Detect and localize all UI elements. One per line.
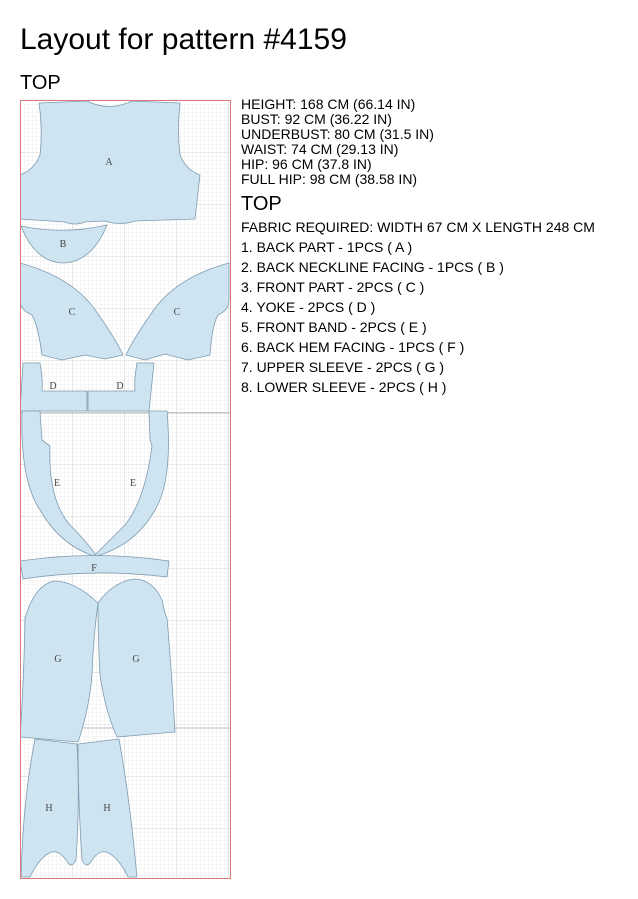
list-item: 2. BACK NECKLINE FACING - 1PCS ( B ) — [241, 259, 504, 275]
piece-label-c-right: C — [173, 307, 181, 318]
page-title: Layout for pattern #4159 — [20, 23, 347, 56]
list-item: 6. BACK HEM FACING - 1PCS ( F ) — [241, 339, 465, 355]
details-heading: TOP — [241, 193, 282, 215]
piece-label-d-right: D — [116, 381, 124, 392]
fabric-required: FABRIC REQUIRED: WIDTH 67 CM X LENGTH 248 CM — [241, 219, 595, 235]
parts-list — [241, 237, 636, 397]
measurement-waist: WAIST: 74 CM (29.13 IN) — [241, 141, 399, 157]
section-label: TOP — [20, 72, 61, 94]
measurement-bust: BUST: 92 CM (36.22 IN) — [241, 111, 392, 127]
measurement-height: HEIGHT: 168 CM (66.14 IN) — [241, 96, 416, 112]
piece-label-f: F — [91, 563, 97, 574]
list-item: 7. UPPER SLEEVE - 2PCS ( G ) — [241, 359, 445, 375]
measurement-full-hip: FULL HIP: 98 CM (38.58 IN) — [241, 171, 418, 187]
piece-label-e-left: E — [53, 478, 61, 489]
piece-label-g-left: G — [54, 654, 62, 665]
piece-label-a: A — [105, 157, 113, 168]
piece-label-h-right: H — [103, 803, 111, 814]
measurement-hip: HIP: 96 CM (37.8 IN) — [241, 156, 372, 172]
list-item: 1. BACK PART - 1PCS ( A ) — [241, 239, 413, 255]
pattern-details — [241, 97, 636, 397]
measurements-list — [241, 97, 636, 187]
measurement-underbust: UNDERBUST: 80 CM (31.5 IN) — [241, 126, 434, 142]
piece-label-c-left: C — [68, 307, 76, 318]
list-item: 4. YOKE - 2PCS ( D ) — [241, 299, 376, 315]
piece-label-h-left: H — [45, 803, 53, 814]
piece-label-b: B — [59, 239, 67, 250]
piece-label-g-right: G — [132, 654, 140, 665]
list-item: 8. LOWER SLEEVE - 2PCS ( H ) — [241, 379, 447, 395]
cutting-layout — [20, 100, 231, 879]
piece-label-d-left: D — [49, 381, 57, 392]
list-item: 3. FRONT PART - 2PCS ( C ) — [241, 279, 425, 295]
list-item: 5. FRONT BAND - 2PCS ( E ) — [241, 319, 427, 335]
piece-label-e-right: E — [129, 478, 137, 489]
